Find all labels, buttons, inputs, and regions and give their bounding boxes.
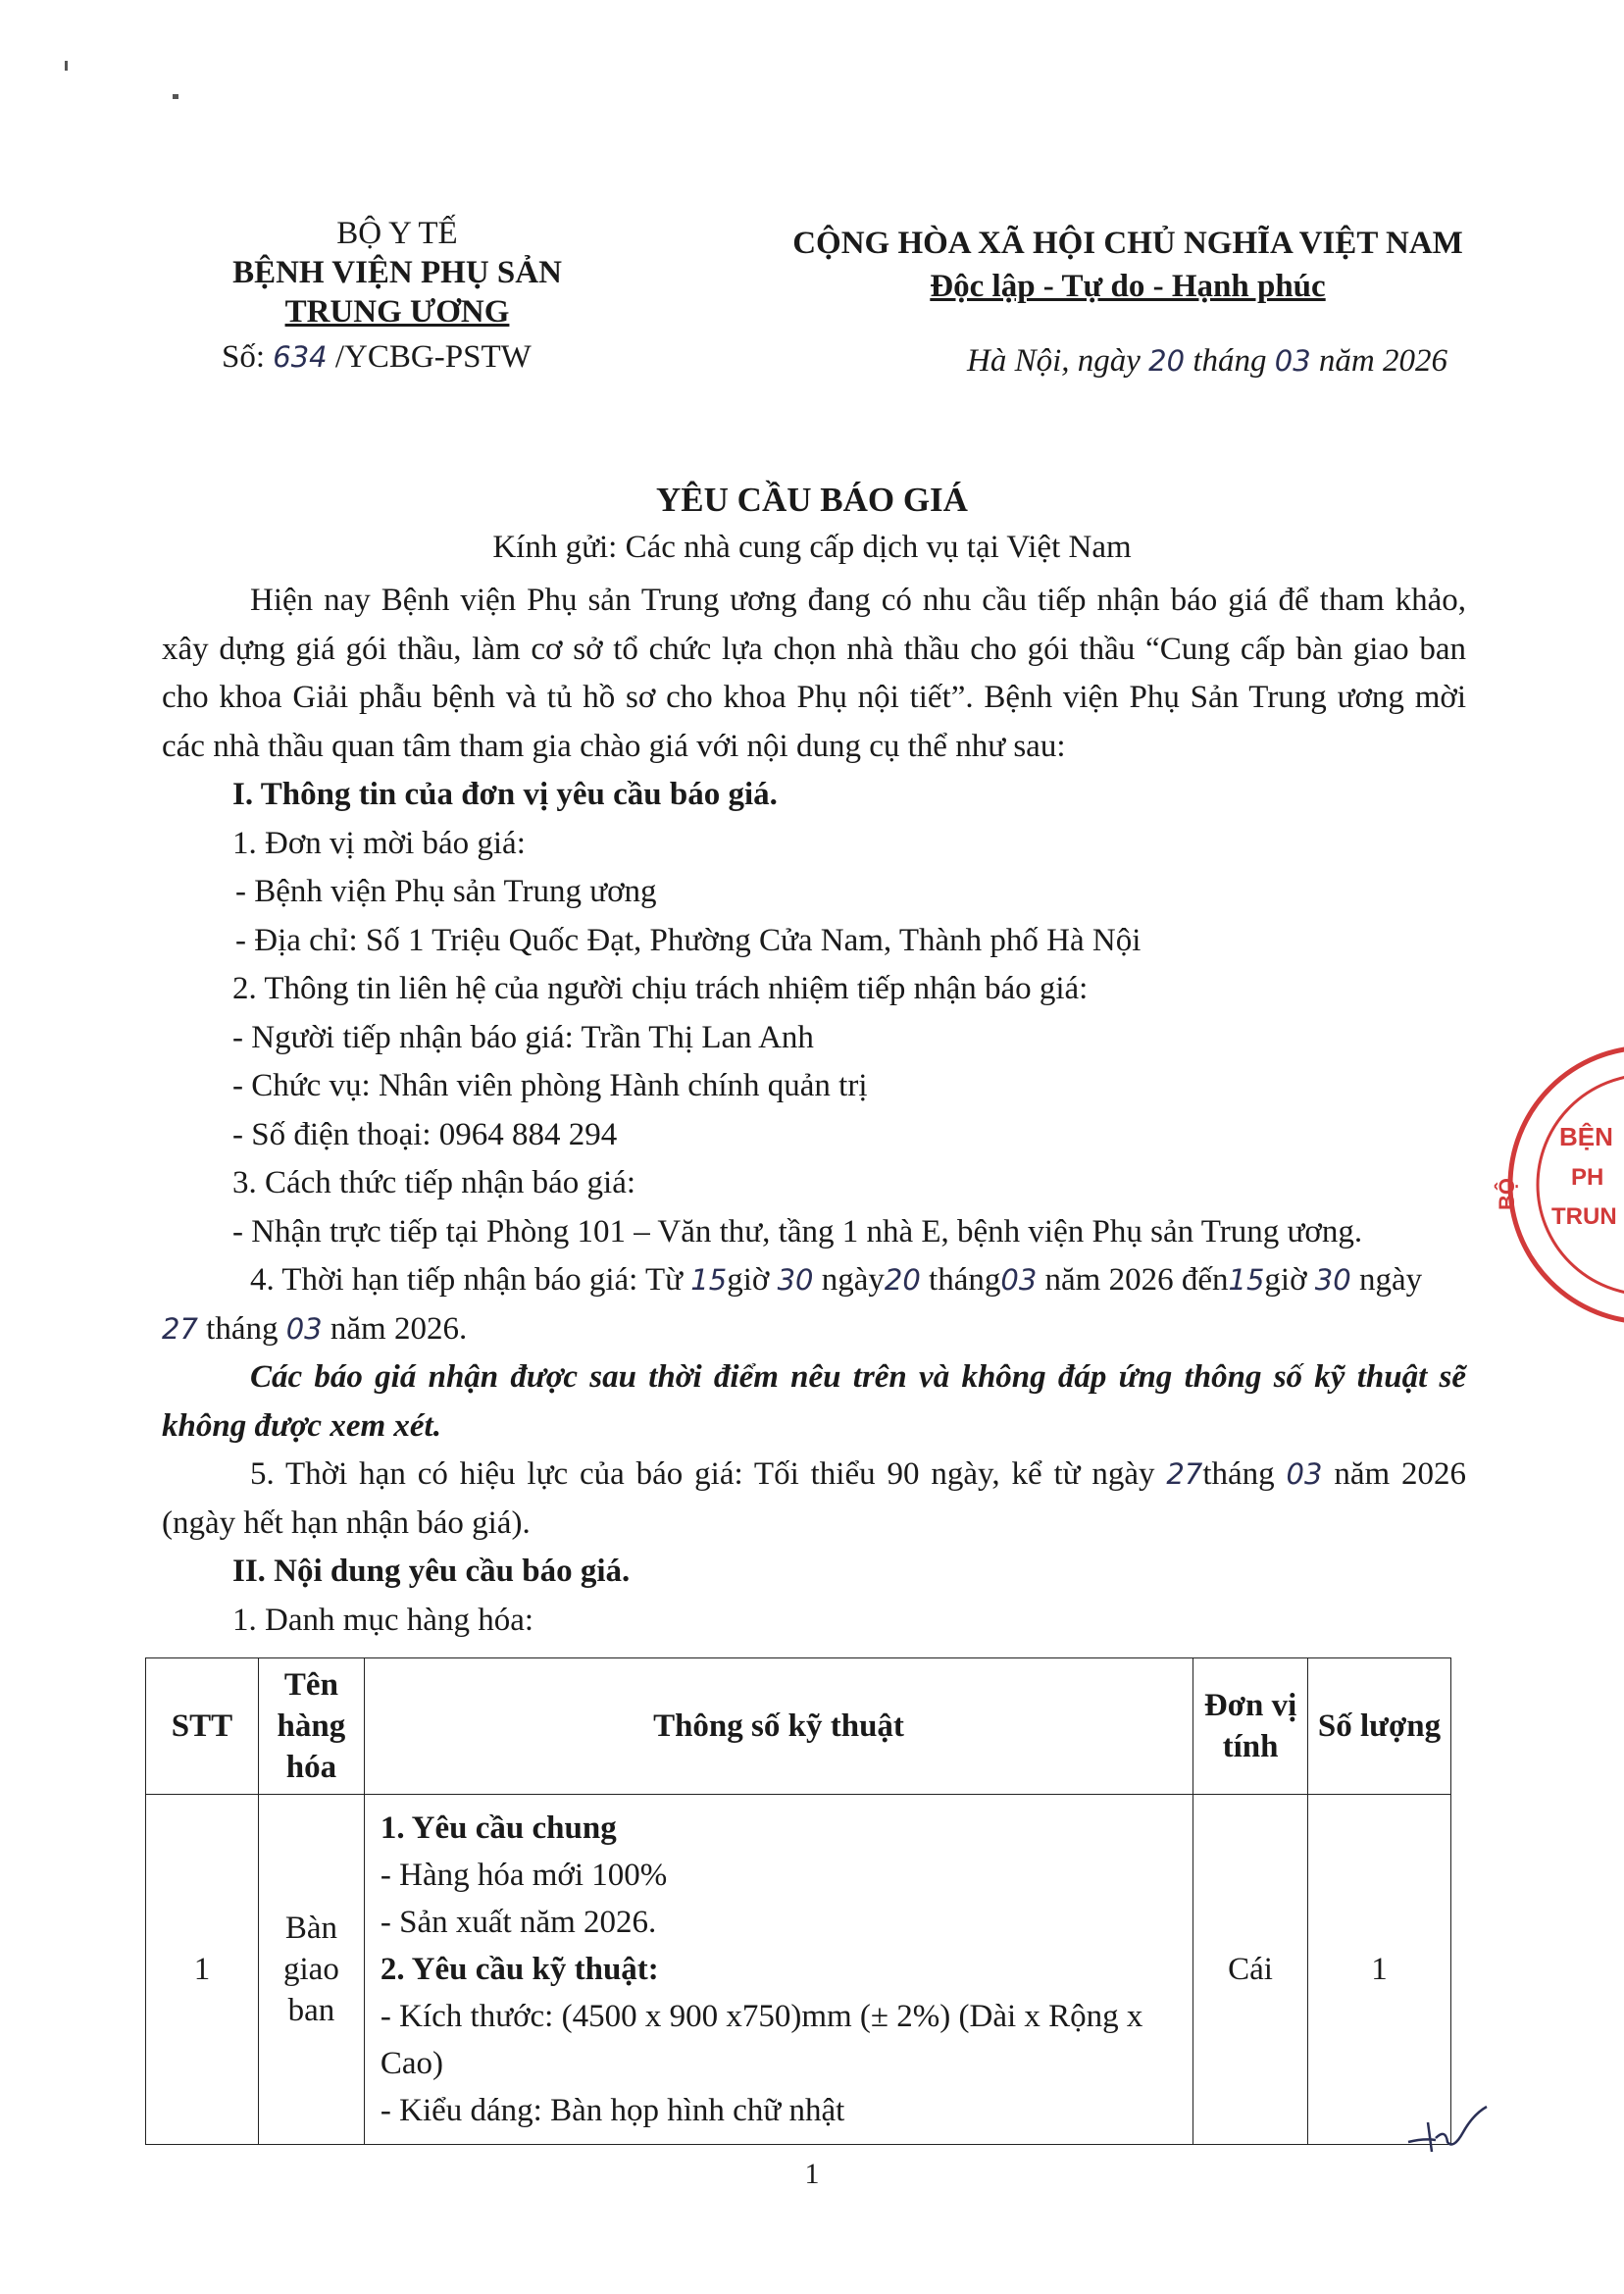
document-number [222,339,532,376]
issue-date [967,343,1447,380]
s1-item2: 2. Thông tin liên hệ của người chịu trách nhiệm tiếp nhận báo giá: [232,971,1089,1006]
scan-speck [65,61,68,71]
date-month-label: tháng [1193,343,1267,379]
item5-end: năm 2026 (ngày hết hạn nhận báo giá). [162,1456,1466,1541]
row-name: Bàn giao ban [258,1795,364,2145]
national-header [775,222,1481,308]
spec-line: - Hàng hóa mới 100% [380,1858,668,1893]
doc-no-prefix: Số: [222,339,266,375]
item4-day2: 27 [162,1311,198,1346]
row-spec [364,1795,1193,2145]
stamp-text-2: PH [1571,1164,1604,1191]
item4-end: năm 2026. [330,1310,468,1347]
item4-hour1: 15 [690,1263,728,1297]
section2-heading: II. Nội dung yêu cầu báo giá. [232,1554,631,1589]
item4-day1: 20 [884,1263,921,1297]
stamp-text-1: BỆN [1559,1122,1613,1151]
s1-item5 [162,1451,1466,1548]
item4-prefix: 4. Thời hạn tiếp nhận báo giá: Từ [250,1262,684,1298]
recipient-line: Kính gửi: Các nhà cung cấp dịch vụ tại Việt Nam [492,530,1132,565]
item5-thang: tháng [1202,1456,1275,1492]
doc-no-handwritten: 634 [273,340,328,374]
section1-heading: I. Thông tin của đơn vị yêu cầu báo giá. [232,777,778,812]
hospital-name-line1: BỆNH VIỆN PHỤ SẢN [232,255,562,290]
item4-hour2: 15 [1228,1263,1265,1297]
col-name: Tên hàng hóa [258,1658,364,1795]
item4-thang: tháng [929,1262,1001,1298]
date-year: năm 2026 [1318,343,1447,379]
spec-line: - Sản xuất năm 2026. [380,1905,657,1940]
scan-speck [173,94,178,99]
s1-item1-b: - Địa chỉ: Số 1 Triệu Quốc Đạt, Phường Cửa Nam, Thành phố Hà Nội [235,922,1142,958]
col-qty: Số lượng [1308,1658,1451,1795]
page-number: 1 [804,2158,820,2190]
spec-general-heading: 1. Yêu cầu chung [380,1810,617,1846]
item4-month1: 03 [1000,1263,1038,1297]
agency-header [167,214,628,331]
spec-line: - Kích thước: (4500 x 900 x750)mm (± 2%) (Dài x Rộng x Cao) [380,1999,1143,2081]
s1-item3-a: - Nhận trực tiếp tại Phòng 101 – Văn thư, tầng 1 nhà E, bệnh viện Phụ sản Trung ương. [232,1213,1363,1249]
table-row [146,1795,1451,2145]
item4-min1: 30 [777,1263,814,1297]
item4-min2: 30 [1314,1263,1351,1297]
s1-item1: 1. Đơn vị mời báo giá: [232,825,526,861]
spec-line: - Kiểu dáng: Bàn họp hình chữ nhật [380,2093,845,2128]
item4-ngay2: ngày [1358,1262,1423,1298]
s1-item2-c: - Số điện thoại: 0964 884 294 [232,1116,618,1152]
s1-item1-a: - Bệnh viện Phụ sản Trung ương [235,874,657,909]
item4-gio2: giờ [1264,1262,1307,1298]
item4-gio: giờ [727,1262,770,1298]
s2-item1: 1. Danh mục hàng hóa: [232,1602,534,1638]
initials-signature [1402,2099,1491,2158]
item5-prefix: 5. Thời hạn có hiệu lực của báo giá: Tối thiểu 90 ngày, kể từ ngày [250,1456,1155,1492]
date-place: Hà Nội, ngày [967,343,1141,379]
s1-item4 [162,1256,1466,1353]
date-month: 03 [1274,344,1311,378]
goods-table [145,1657,1451,2145]
col-spec: Thông số kỹ thuật [364,1658,1193,1795]
col-unit: Đơn vị tính [1193,1658,1308,1795]
rejection-warning: Các báo giá nhận được sau thời điểm nêu trên và không đáp ứng thông số kỹ thuật sẽ không được xem xét. [162,1359,1466,1444]
s1-item3: 3. Cách thức tiếp nhận báo giá: [232,1165,636,1200]
date-day: 20 [1148,344,1186,378]
item4-year-to: năm 2026 đến [1044,1262,1229,1298]
item4-thang2: tháng [206,1310,279,1347]
nation-name: CỘNG HÒA XÃ HỘI CHỦ NGHĨA VIỆT NAM [792,226,1463,261]
row-unit: Cái [1193,1795,1308,2145]
col-stt: STT [146,1658,259,1795]
item5-day: 27 [1166,1457,1203,1491]
stamp-text-3: TRUN [1551,1203,1617,1230]
national-motto: Độc lập - Tự do - Hạnh phúc [930,269,1326,304]
doc-no-suffix: /YCBG-PSTW [334,339,532,375]
stamp-side-text: BỘ [1495,1178,1519,1210]
item4-month2: 03 [285,1311,323,1346]
table-header-row [146,1658,1451,1795]
spec-tech-heading: 2. Yêu cầu kỹ thuật: [380,1952,659,1987]
row-stt: 1 [146,1795,259,2145]
item4-ngay: ngày [821,1262,885,1298]
s1-item2-b: - Chức vụ: Nhân viên phòng Hành chính quản trị [232,1068,868,1103]
row-qty: 1 [1308,1795,1451,2145]
hospital-name-line2: TRUNG ƯƠNG [284,294,510,330]
ministry-name: BỘ Y TẾ [336,216,458,251]
item5-month: 03 [1286,1457,1323,1491]
document-title: YÊU CẦU BÁO GIÁ [656,481,968,519]
s1-item2-a: - Người tiếp nhận báo giá: Trần Thị Lan Anh [232,1019,814,1055]
official-stamp [1491,1038,1624,1332]
document-body [162,577,1466,1645]
intro-paragraph: Hiện nay Bệnh viện Phụ sản Trung ương đang có nhu cầu tiếp nhận báo giá để tham khảo, xây dựng giá gói thầu, làm cơ sở tổ chức lựa chọn nhà thầu cho gói thầu “Cung cấp bàn giao ban cho khoa Giải phẫu bệnh và tủ hồ sơ cho khoa Phụ nội tiết”. Bệnh viện Phụ Sản Trung ương mời các nhà thầu quan tâm tham gia chào giá với nội dung cụ thể như sau: [162,583,1466,764]
